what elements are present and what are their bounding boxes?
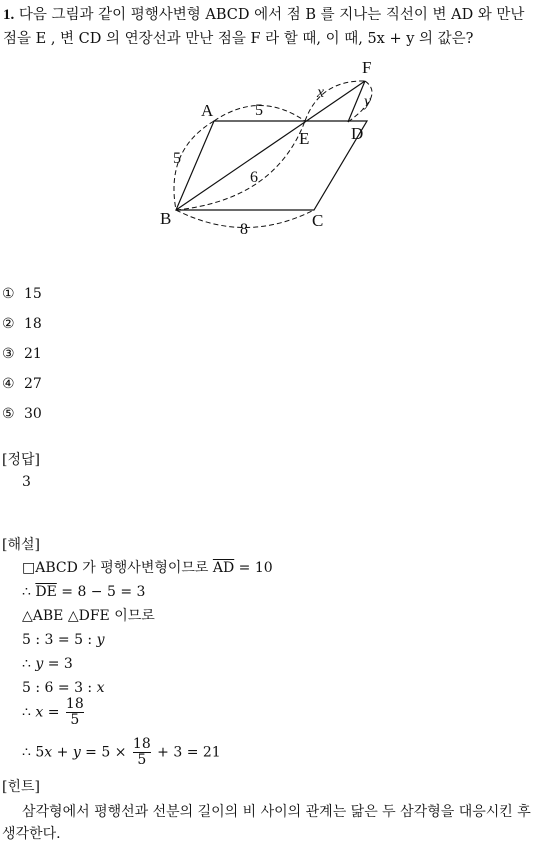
parallelogram-figure [140, 55, 400, 240]
question-text: 다음 그림과 같이 평행사변형 ABCD 에서 점 B 를 지나는 직선이 변 AD 와 만난 점을 E , 변 CD 의 연장선과 만난 점을 F 라 할 때, 이 때, 5x + y 의 값은? [3, 7, 525, 47]
solution-line-1: □ABCD 가 평행사변형이므로 $\overline{AD} = 10$ [22, 560, 273, 576]
choice-number: ④ [2, 376, 15, 392]
choice-value: 21 [24, 346, 42, 362]
question [3, 3, 531, 51]
len-ef: x [317, 84, 325, 101]
answer-value: 3 [22, 474, 31, 490]
solution-line-6: 5 : 6 = 3 : x [22, 680, 105, 696]
solution-line-4: 5 : 3 = 5 : y [22, 632, 105, 648]
solution-line-8: ∴ 5x + y = 5 × $\frac{18}{5}$ + 3 = 21 [22, 736, 221, 768]
len-df: y [364, 93, 372, 110]
choice-number: ③ [2, 346, 15, 362]
choice-value: 30 [24, 406, 42, 422]
hint-text: 삼각형에서 평행선과 선분의 길이의 비 사이의 관계는 닮은 두 삼각형을 대응시킨 후 생각한다. [2, 804, 531, 842]
solution-line-3: △ABE △DFE 이므로 [22, 608, 155, 624]
len-ae: 5 [255, 102, 263, 119]
choice-1[interactable] [2, 284, 42, 304]
solution-line-2: ∴ $\overline{DE} = 8 - 5 = 3$ [22, 584, 146, 600]
fraction: $\frac{18}{5}$ [65, 696, 84, 728]
choice-value: 18 [24, 316, 42, 332]
solution-line-7: ∴ x = $\frac{18}{5}$ [22, 696, 84, 728]
len-ab: 5 [173, 150, 181, 167]
fraction: $\frac{18}{5}$ [132, 736, 151, 768]
parallelogram-abcd [176, 121, 367, 210]
label-f: F [362, 58, 372, 77]
question-number: 1. [3, 7, 15, 23]
choice-number: ⑤ [2, 406, 15, 422]
choice-number: ① [2, 286, 15, 302]
len-be: 6 [250, 169, 258, 186]
choice-5[interactable] [2, 404, 42, 424]
choice-value: 15 [24, 286, 42, 302]
choice-value: 27 [24, 376, 42, 392]
label-c: C [312, 211, 324, 230]
choice-2[interactable] [2, 314, 42, 334]
label-b: B [160, 209, 172, 228]
label-a: A [201, 101, 214, 120]
hint-label: [힌트] [2, 779, 40, 795]
solution-line-5: ∴ y = 3 [22, 656, 73, 672]
choice-number: ② [2, 316, 15, 332]
solution-label: [해설] [2, 537, 40, 553]
len-bc: 8 [240, 221, 248, 238]
choice-4[interactable] [2, 374, 42, 394]
label-d: D [351, 124, 364, 143]
answer-label: [정답] [2, 452, 40, 468]
choice-3[interactable] [2, 344, 42, 364]
label-e: E [299, 129, 310, 148]
